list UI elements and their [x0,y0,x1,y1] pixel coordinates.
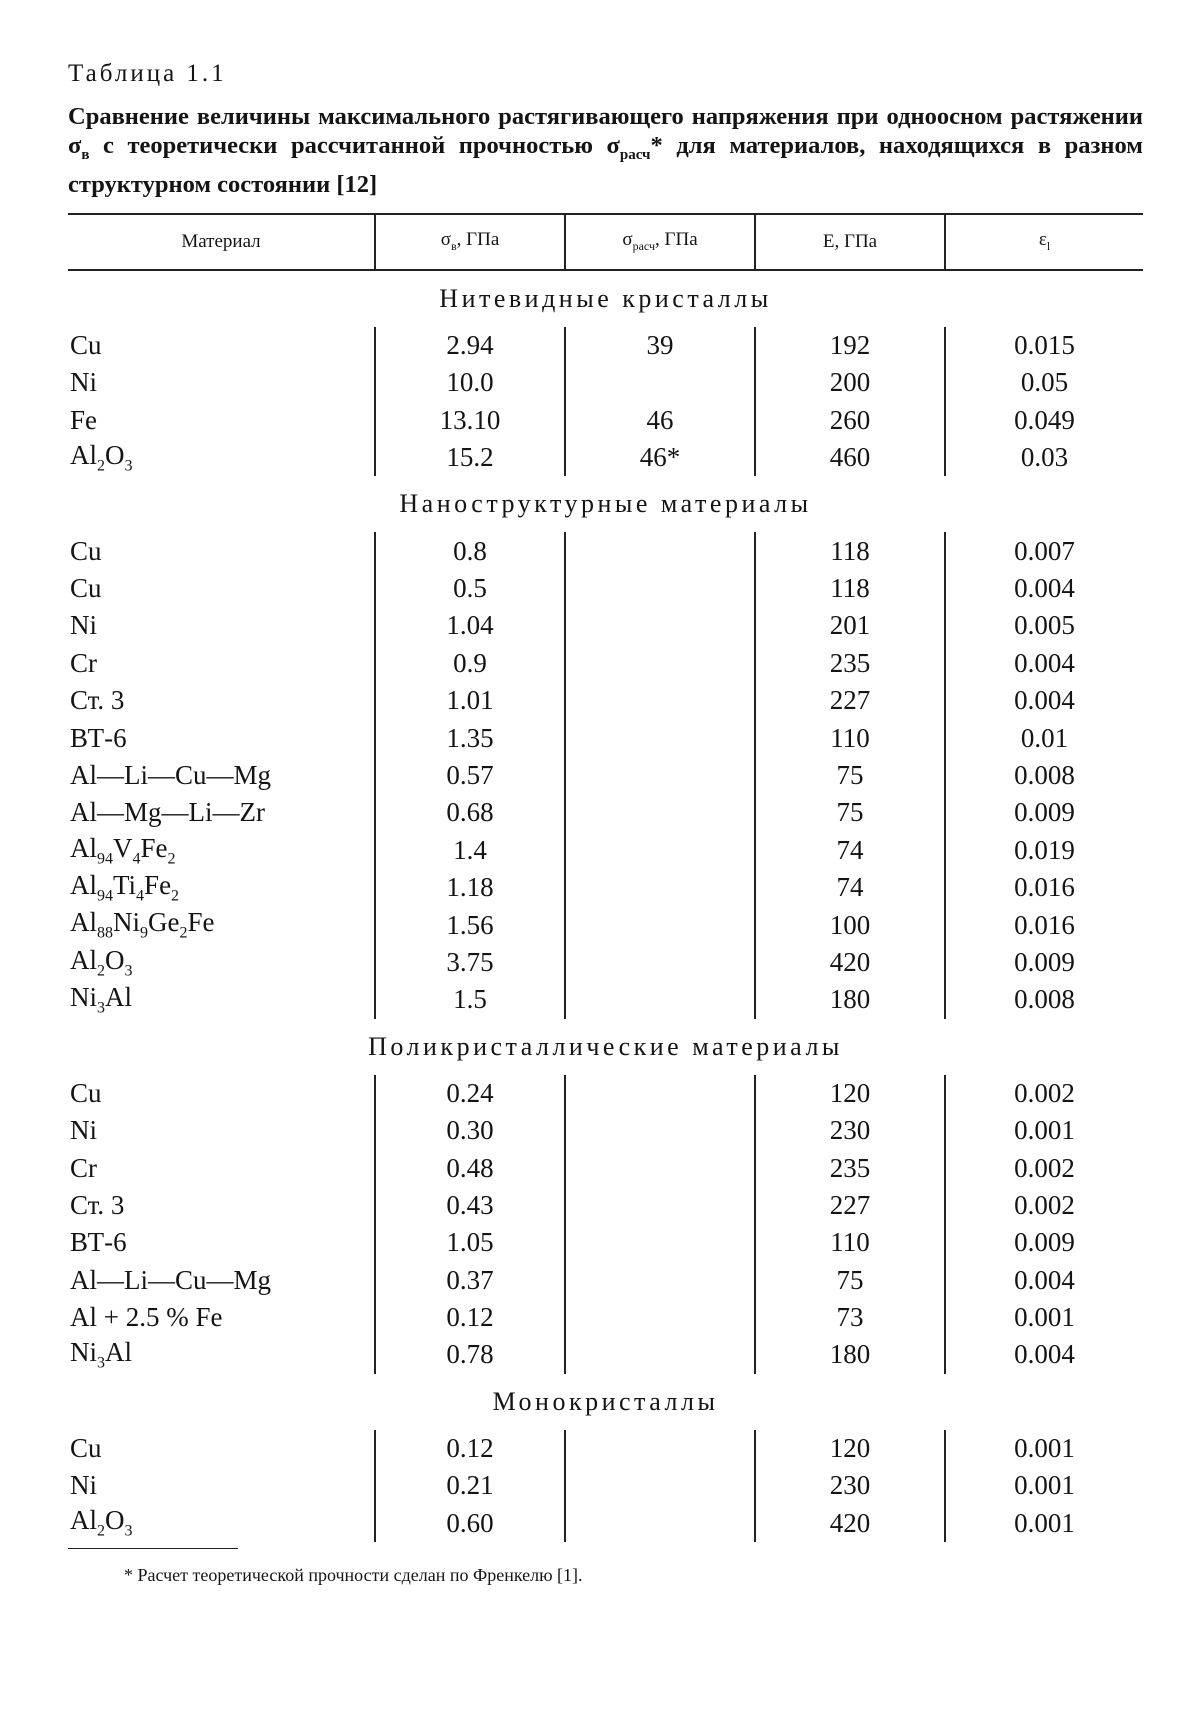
section-row [68,1019,1143,1075]
table-caption: Таблица 1.1 [68,60,227,87]
cell-eps: 0.001 [945,1112,1143,1149]
cell-material: ВТ-6 [70,1227,127,1258]
table-row [68,906,1143,943]
cell-sigma-calc [565,607,755,644]
cell-e: 118 [755,532,945,569]
table-row [68,1261,1143,1298]
cell-sigma-v: 1.05 [375,1224,565,1261]
cell-material: $Al_2O_3$ [70,944,133,980]
table-row [68,757,1143,794]
table-row [68,1075,1143,1112]
cell-sigma-v: 10.0 [375,364,565,401]
cell-sigma-v: 0.24 [375,1075,565,1112]
cell-material: $Al_{88}Ni_9Ge_2Fe$ [70,907,215,942]
cell-eps: 0.004 [945,570,1143,607]
table-row [68,682,1143,719]
header-sigma-v: $\sigma_в$, ГПа [375,214,565,270]
header-eps: $\varepsilon_l$ [945,214,1143,270]
cell-sigma-calc: 46 [565,402,755,439]
table-row [68,570,1143,607]
cell-material: Ст. 3 [70,1189,125,1220]
cell-material: Al + 2.5 % Fe [70,1302,223,1333]
cell-sigma-v: 0.5 [375,570,565,607]
table-row [68,607,1143,644]
cell-eps: 0.001 [945,1467,1143,1504]
footnote-rule [68,1548,238,1549]
cell-material: Al—Li—Cu—Mg [70,1264,272,1295]
cell-eps: 0.009 [945,794,1143,831]
cell-material: $Al_2O_3$ [70,1505,133,1540]
cell-e: 74 [755,832,945,869]
cell-e: 110 [755,1224,945,1261]
cell-eps: 0.009 [945,1224,1143,1261]
cell-sigma-v: 2.94 [375,327,565,364]
table-row [68,944,1143,981]
cell-e: 100 [755,906,945,943]
table-row [68,794,1143,831]
cell-sigma-v: 0.12 [375,1430,565,1467]
cell-e: 235 [755,645,945,682]
cell-e: 420 [755,944,945,981]
cell-e: 230 [755,1112,945,1149]
cell-e: 201 [755,607,945,644]
footnote: * Расчет теоретической прочности сделан по Френкелю [1]. [124,1564,583,1585]
cell-sigma-v: 1.18 [375,869,565,906]
cell-eps: 0.016 [945,869,1143,906]
cell-sigma-calc [565,944,755,981]
cell-sigma-calc [565,832,755,869]
cell-e: 75 [755,794,945,831]
cell-sigma-v: 0.8 [375,532,565,569]
data-table [68,213,1143,1542]
table-row [68,981,1143,1018]
cell-material: Al—Mg—Li—Zr [70,797,265,828]
section-title: Нитевидные кристаллы [439,283,772,313]
cell-eps: 0.019 [945,832,1143,869]
cell-sigma-calc: 39 [565,327,755,364]
cell-e: 120 [755,1075,945,1112]
cell-material: $Al_2O_3$ [70,440,133,475]
cell-eps: 0.01 [945,719,1143,756]
cell-e: 460 [755,439,945,476]
cell-sigma-calc [565,794,755,831]
cell-e: 227 [755,682,945,719]
cell-material: Fe [70,404,97,435]
section-title: Монокристаллы [492,1386,719,1416]
cell-sigma-calc [565,1075,755,1112]
header-material: Материал [68,214,375,270]
cell-sigma-calc [565,981,755,1018]
cell-material: Ni [70,610,97,641]
cell-sigma-calc [565,364,755,401]
cell-sigma-calc [565,1224,755,1261]
cell-eps: 0.002 [945,1149,1143,1186]
table-row [68,719,1143,756]
cell-e: 120 [755,1430,945,1467]
header-e: E, ГПа [755,214,945,270]
cell-sigma-calc [565,1467,755,1504]
cell-sigma-calc [565,1149,755,1186]
cell-sigma-v: 1.56 [375,906,565,943]
cell-eps: 0.001 [945,1504,1143,1541]
cell-material: $Ni_3Al$ [70,982,132,1017]
cell-eps: 0.007 [945,532,1143,569]
cell-material: Ni [70,1115,97,1146]
cell-sigma-v: 0.21 [375,1467,565,1504]
cell-eps: 0.001 [945,1299,1143,1336]
cell-e: 118 [755,570,945,607]
cell-sigma-calc [565,645,755,682]
table-row [68,1187,1143,1224]
cell-sigma-v: 1.35 [375,719,565,756]
cell-sigma-calc [565,1299,755,1336]
cell-e: 227 [755,1187,945,1224]
cell-sigma-v: 0.48 [375,1149,565,1186]
cell-sigma-calc [565,570,755,607]
section-title: Наноструктурные материалы [399,489,812,519]
cell-sigma-v: 15.2 [375,439,565,476]
cell-sigma-calc: 46* [565,439,755,476]
cell-eps: 0.009 [945,944,1143,981]
table-row [68,869,1143,906]
cell-sigma-calc [565,1336,755,1373]
table-row [68,832,1143,869]
cell-sigma-calc [565,719,755,756]
cell-sigma-v: 1.4 [375,832,565,869]
cell-eps: 0.004 [945,1336,1143,1373]
cell-material: Cu [70,1432,102,1463]
cell-sigma-v: 1.04 [375,607,565,644]
cell-sigma-v: 0.12 [375,1299,565,1336]
cell-e: 74 [755,869,945,906]
cell-material: ВТ-6 [70,722,127,753]
cell-sigma-calc [565,1187,755,1224]
cell-material: Cr [70,1152,97,1183]
cell-sigma-calc [565,1504,755,1541]
cell-eps: 0.002 [945,1075,1143,1112]
cell-eps: 0.049 [945,402,1143,439]
cell-sigma-v: 0.37 [375,1261,565,1298]
cell-sigma-v: 1.01 [375,682,565,719]
table-row [68,1112,1143,1149]
cell-e: 235 [755,1149,945,1186]
cell-sigma-v: 0.57 [375,757,565,794]
header-row [68,214,1143,270]
cell-sigma-v: 0.60 [375,1504,565,1541]
cell-e: 200 [755,364,945,401]
section-row [68,476,1143,532]
cell-eps: 0.004 [945,645,1143,682]
table-row [68,439,1143,476]
cell-sigma-calc [565,869,755,906]
table-row [68,1336,1143,1373]
cell-eps: 0.005 [945,607,1143,644]
cell-sigma-v: 0.30 [375,1112,565,1149]
cell-sigma-calc [565,757,755,794]
cell-material: $Ni_3Al$ [70,1337,132,1372]
cell-material: Ni [70,1470,97,1501]
table-row [68,645,1143,682]
cell-sigma-v: 3.75 [375,944,565,981]
cell-sigma-calc [565,532,755,569]
cell-e: 192 [755,327,945,364]
cell-material: Cu [70,573,102,604]
cell-e: 260 [755,402,945,439]
cell-sigma-v: 0.68 [375,794,565,831]
cell-e: 420 [755,1504,945,1541]
table-row [68,1299,1143,1336]
cell-sigma-v: 0.9 [375,645,565,682]
table-row [68,1467,1143,1504]
section-title: Поликристаллические материалы [368,1031,843,1061]
cell-sigma-calc [565,1112,755,1149]
cell-e: 75 [755,757,945,794]
cell-eps: 0.004 [945,682,1143,719]
cell-sigma-calc [565,1261,755,1298]
cell-sigma-calc [565,906,755,943]
table-row [68,1430,1143,1467]
cell-sigma-calc [565,682,755,719]
cell-eps: 0.008 [945,757,1143,794]
table-row [68,402,1143,439]
cell-sigma-calc [565,1430,755,1467]
cell-material: Ст. 3 [70,685,125,716]
cell-eps: 0.008 [945,981,1143,1018]
section-row [68,270,1143,327]
cell-e: 110 [755,719,945,756]
cell-sigma-v: 13.10 [375,402,565,439]
cell-material: Cr [70,647,97,678]
header-sigma-calc: $\sigma_{расч}$, ГПа [565,214,755,270]
cell-eps: 0.004 [945,1261,1143,1298]
cell-sigma-v: 0.78 [375,1336,565,1373]
cell-eps: 0.05 [945,364,1143,401]
table-row [68,327,1143,364]
cell-material: $Al_{94}Ti_4Fe_2$ [70,869,180,905]
cell-material: Ni [70,367,97,398]
table-row [68,1149,1143,1186]
table-title: Сравнение величины максимального растягивающего напряжения при одноосном растяжении $\sigma_в$ с теоретически рассчитанной прочностью $\sigma_{расч}*$ для материалов, находящихся в разном структурном состоянии [12] [68,103,1143,198]
cell-eps: 0.03 [945,439,1143,476]
cell-material: $Al_{94}V_4Fe_2$ [70,832,176,867]
table-row [68,532,1143,569]
section-row [68,1374,1143,1430]
cell-e: 180 [755,981,945,1018]
cell-e: 180 [755,1336,945,1373]
table-row [68,1504,1143,1541]
cell-material: Al—Li—Cu—Mg [70,759,272,790]
cell-e: 73 [755,1299,945,1336]
table-row [68,1224,1143,1261]
cell-e: 75 [755,1261,945,1298]
table-row [68,364,1143,401]
cell-eps: 0.015 [945,327,1143,364]
table-body [68,270,1143,1542]
cell-e: 230 [755,1467,945,1504]
cell-material: Cu [70,330,102,361]
cell-eps: 0.002 [945,1187,1143,1224]
document-page [68,60,1143,1586]
cell-eps: 0.016 [945,906,1143,943]
cell-sigma-v: 1.5 [375,981,565,1018]
cell-eps: 0.001 [945,1430,1143,1467]
cell-material: Cu [70,535,102,566]
cell-material: Cu [70,1077,102,1108]
cell-sigma-v: 0.43 [375,1187,565,1224]
